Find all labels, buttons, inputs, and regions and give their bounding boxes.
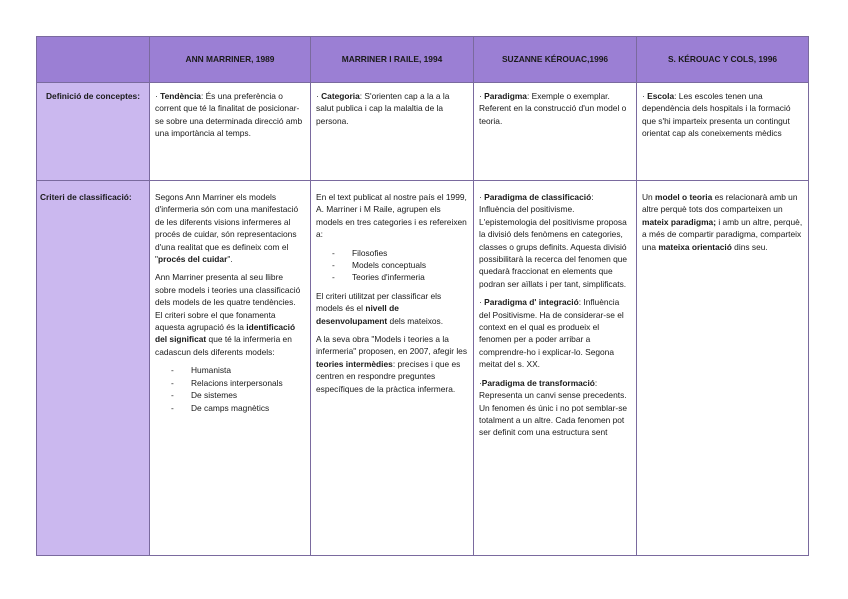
text: : Influència del Positivisme. Ha de considerar-se el context en el qual es produeix el fenomen per a poder arribar a comprendre-ho i explicar-lo. Segona meitat del s. XX. bbox=[479, 297, 624, 370]
cell-paradigma bbox=[474, 83, 637, 181]
bullet: · bbox=[479, 192, 485, 202]
cell-marriner-raile-criteria bbox=[311, 181, 474, 556]
cell-kerouac-criteria bbox=[474, 181, 637, 556]
text: Un bbox=[642, 192, 656, 202]
bullet: · bbox=[479, 91, 485, 101]
bullet: · bbox=[479, 377, 482, 388]
row-label-criteria: Criteri de classificació: bbox=[37, 181, 150, 556]
paragraph bbox=[479, 296, 631, 370]
term-paradigma-integracio: Paradigma d' integració bbox=[484, 297, 579, 308]
text: es relacionarà amb un altre perquè tots dos comparteixen un bbox=[642, 192, 798, 215]
term-identificacio: identificació del significat bbox=[155, 322, 296, 345]
term-nivell: nivell de desenvolupament bbox=[316, 303, 399, 326]
text: i amb un altre, perquè, a més de compartir paradigma, comparteix una bbox=[642, 216, 803, 252]
paragraph bbox=[642, 191, 803, 253]
term-teories-intermedies: teories intermèdies bbox=[316, 358, 393, 369]
definition-text: : És una preferència o corrent que té la finalitat de posicionar-se sobre una determinada direcció amb una importància al temps. bbox=[155, 91, 303, 139]
paragraph bbox=[155, 191, 305, 265]
term-paradigma-classificacio: Paradigma de classificació bbox=[484, 192, 592, 202]
cell-tendencia bbox=[150, 83, 311, 181]
bullet: · bbox=[316, 91, 322, 101]
term-escola: Escola bbox=[647, 91, 675, 101]
table-row-criteria bbox=[37, 181, 809, 556]
paragraph bbox=[155, 271, 305, 358]
list-item: - Filosofies bbox=[332, 247, 468, 259]
cell-marriner-criteria bbox=[150, 181, 311, 556]
header-empty bbox=[37, 37, 150, 83]
text: Ann Marriner presenta al seu llibre sobre models i teories una classificació dels models de les quatre tendències. El criteri sobre el que fonamenta aquesta agrupació és la bbox=[155, 272, 301, 333]
term-tendencia: Tendència bbox=[160, 91, 201, 101]
term-proces-cuidar: procés del cuidar bbox=[157, 254, 228, 265]
paragraph bbox=[316, 290, 468, 327]
list-item: - De camps magnètics bbox=[171, 402, 305, 414]
paragraph bbox=[479, 191, 631, 290]
paragraph bbox=[316, 333, 468, 395]
paragraph bbox=[479, 377, 631, 439]
text: A la seva obra "Models i teories a la infermeria" proposen, en 2007, afegir les bbox=[316, 334, 468, 357]
definition-text: : Exemple o exemplar. Referent en la construcció d'un model o teoria. bbox=[479, 91, 627, 126]
text: ". bbox=[227, 254, 233, 265]
text: Segons Ann Marriner els models d'infermeria són com una manifestació de les diferents visions infermeres al procés de cuidar, són representacions d'una realitat que es defineix com el " bbox=[155, 192, 299, 265]
text: que té la infermeria en cadascun dels diferents models: bbox=[155, 334, 292, 357]
list-item: - Humanista bbox=[171, 364, 305, 376]
list-item: - De sistemes bbox=[171, 389, 305, 401]
classification-table bbox=[36, 36, 809, 556]
term-paradigma-transformacio: Paradigma de transformació bbox=[481, 377, 595, 388]
paragraph: En el text publicat al nostre país el 1999, A. Marriner i M Raile, agrupen els models en tres categories i es refereixen a: bbox=[316, 192, 467, 240]
header-marriner-raile: MARRINER I RAILE, 1994 bbox=[311, 37, 474, 83]
term-categoria: Categoria bbox=[321, 91, 360, 101]
list-item: - Teories d'infermeria bbox=[332, 271, 468, 283]
category-list bbox=[316, 247, 468, 284]
definition-text: : Les escoles tenen una dependència dels hospitals i la formació que s'hi imparteix presenta un contingut orientat cap als coneixements mèdics bbox=[642, 91, 791, 139]
term-model-teoria: model o teoria bbox=[655, 192, 713, 202]
text: : Influència del positivisme. L'epistemologia del positivisme proposa la divisió dels fenòmens en categories, classes o grups definits. Aquesta divisió possibilitarà la recerca del fenomen que quedarà fraccionat en elements que podran ser aïllats i per tant, simplificats. bbox=[479, 192, 628, 289]
list-item: - Relacions interpersonals bbox=[171, 377, 305, 389]
text: dels mateixos. bbox=[387, 315, 444, 326]
term-mateixa-orientacio: mateixa orientació bbox=[658, 241, 732, 252]
header-row bbox=[37, 37, 809, 83]
header-ann-marriner: ANN MARRINER, 1989 bbox=[150, 37, 311, 83]
bullet: · bbox=[155, 91, 161, 101]
cell-categoria bbox=[311, 83, 474, 181]
header-kerouac: SUZANNE KÉROUAC,1996 bbox=[474, 37, 637, 83]
table-row-definitions bbox=[37, 83, 809, 181]
text: : Representa un canvi sense precedents. Un fenomen és únic i no pot semblar-se totalment a un altre. Cada fenomen pot ser definit com una estructura sent bbox=[479, 377, 628, 438]
definition-text: : S'orienten cap a la a la salut publica i cap la malaltia de la persona. bbox=[316, 91, 450, 126]
model-list bbox=[155, 364, 305, 414]
bullet: · bbox=[479, 297, 485, 308]
header-kerouac-cols: S. KÉROUAC Y COLS, 1996 bbox=[637, 37, 809, 83]
cell-kerouac-cols-criteria bbox=[637, 181, 809, 556]
row-label-definitions: Definició de conceptes: bbox=[37, 83, 150, 181]
term-paradigma: Paradigma bbox=[484, 91, 527, 101]
text: dins seu. bbox=[731, 241, 768, 252]
text: : precises i que es centren en respondre preguntes específiques de la pràctica infermera. bbox=[316, 358, 461, 394]
list-item: - Models conceptuals bbox=[332, 259, 468, 271]
text: El criteri utilitzat per classificar els models és el bbox=[316, 290, 442, 314]
term-mateix-paradigma: mateix paradigma; bbox=[642, 216, 717, 227]
bullet: · bbox=[642, 91, 648, 101]
cell-escola bbox=[637, 83, 809, 181]
